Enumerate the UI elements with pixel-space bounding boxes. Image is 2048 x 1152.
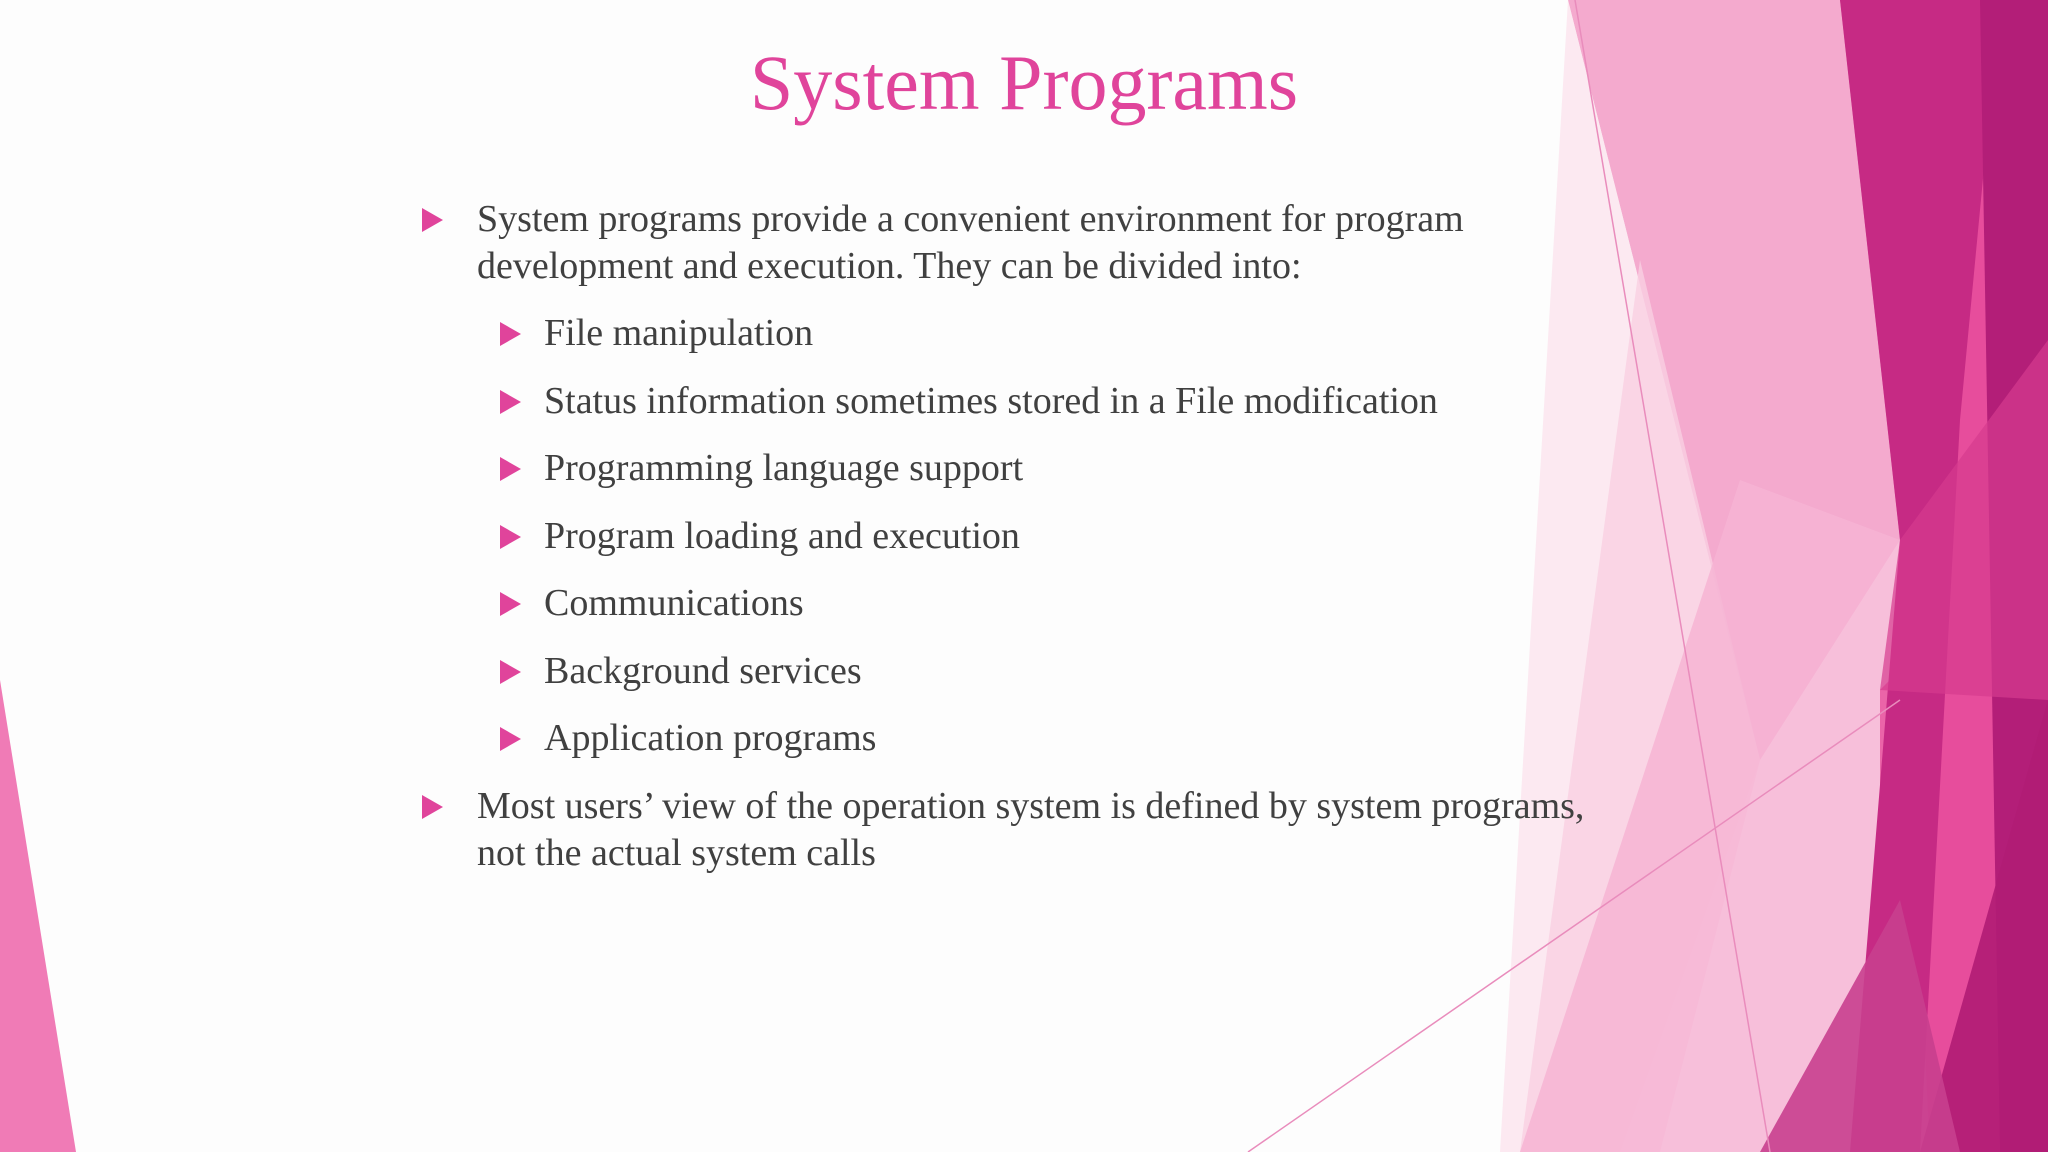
sub-bullet-item [420, 310, 1620, 357]
sub-bullet-item [420, 715, 1620, 762]
triangle-right-icon [422, 795, 443, 819]
triangle-right-icon [500, 390, 521, 414]
sub-bullet-text: File manipulation [544, 312, 814, 354]
sub-bullet-item [420, 513, 1620, 560]
bullet-text: Most users’ view of the operation system is defined by system programs, not the actual system calls [477, 784, 1585, 874]
bullet-list [420, 196, 1620, 877]
bullet-item [420, 196, 1620, 290]
sub-bullet-text: Programming language support [544, 447, 1024, 489]
sub-bullet-text: Program loading and execution [544, 514, 1020, 557]
sub-bullet-text: Communications [544, 582, 804, 624]
sub-bullet-item [420, 378, 1620, 425]
sub-bullet-item [420, 580, 1620, 627]
triangle-right-icon [500, 457, 521, 481]
triangle-right-icon [422, 208, 443, 232]
triangle-right-icon [500, 322, 521, 346]
triangle-right-icon [500, 525, 521, 549]
triangle-right-icon [500, 727, 521, 751]
sub-bullet-item [420, 648, 1620, 695]
triangle-right-icon [500, 592, 521, 616]
bullet-item [420, 783, 1620, 877]
sub-bullet-text: Status information sometimes stored in a File modification [544, 379, 1438, 422]
triangle-right-icon [500, 660, 521, 684]
sub-bullet-item [420, 445, 1620, 492]
sub-bullet-text: Background services [544, 649, 862, 692]
slide-title: System Programs [749, 39, 1299, 126]
sub-bullet-list [420, 310, 1620, 762]
bullet-text: System programs provide a convenient environment for program development and execution. They can be divided into: [477, 198, 1464, 287]
sub-bullet-text: Application programs [544, 717, 877, 759]
